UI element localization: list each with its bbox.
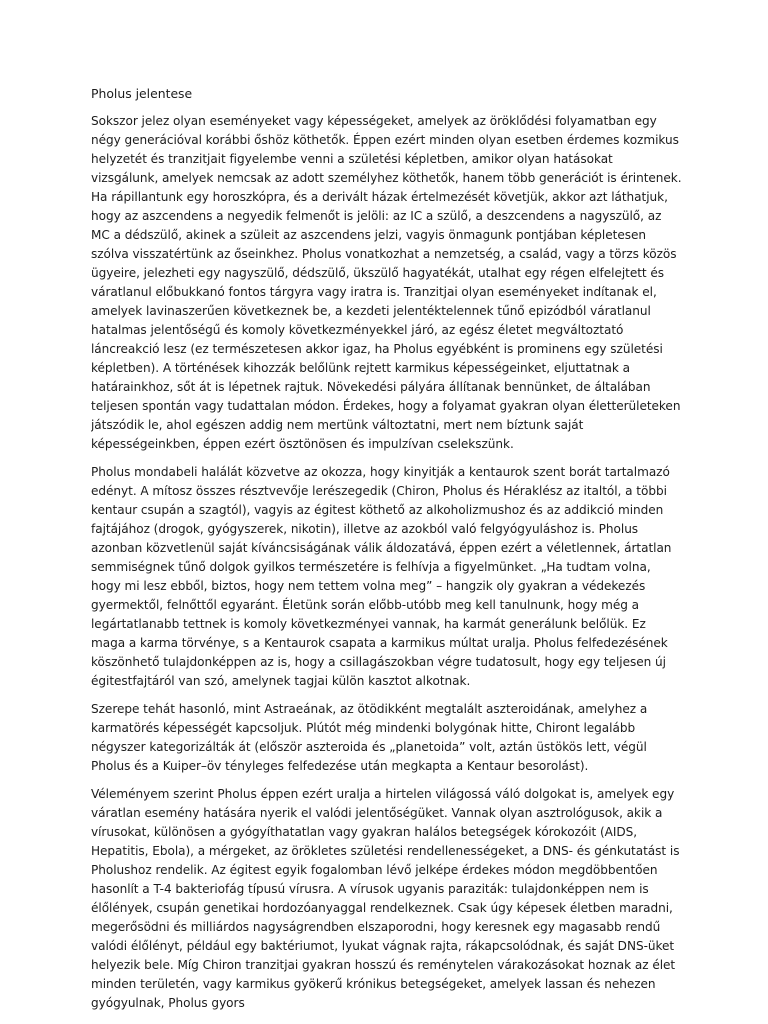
paragraph-4: Véleményem szerint Pholus éppen ezért uralja a hirtelen világossá váló dolgokat is, amelyek egy váratlan esemény hatására nyerik el valódi jelentőségüket. Vannak olyan asztrológusok, akik a vírusokat, különösen a gyógyíthatatlan vagy gyakran halálos betegségek kórokozóit (AIDS, Hepatitis, Ebola), a mérgeket, az örökletes születési rendellenességeket, a DNS- és génkutatást is Pholushoz rendelik. Az égitest egyik fogalomban lévő jelképe érdekes módon megdöbbentően hasonlít a T-4 bakteriofág típusú vírusra. A vírusok ugyanis paraziták: tulajdonképpen nem is élőlények, csupán genetikai hordozóanyaggal rendelkeznek. Csak úgy képesek életben maradni, megerősödni és milliárdos nagyságrendben elszaporodni, hogy keresnek egy magasabb rendű valódi élőlényt, például egy baktériumot, lyukat vágnak rajta, rákapcsolódnak, és saját DNS-üket helyezik bele. Míg Chiron tranzitjai gyakran hosszú és reménytelen várakozásokat hoznak az élet minden területén, vagy karmikus gyökerű krónikus betegségeket, amelyek lassan és nehezen gyógyulnak, Pholus gyors — [91, 787, 680, 1010]
paragraph-1: Sokszor jelez olyan eseményeket vagy képességeket, amelyek az öröklődési folyamatban egy négy generációval korábbi őshöz köthetők. Éppen ezért minden olyan esetben érdemes kozmikus helyzetét és tranzitjait figyelembe venni a születési képletben, amikor olyan hatásokat vizsgálunk, amelyek nemcsak az adott személyhez köthetők, hanem több generációt is érintenek. Ha rápillantunk egy horoszkópra, és a derivált házak értelmezését követjük, akkor azt láthatjuk, hogy az aszcendens a negyedik felmenőt is jelöli: az IC a szülő, a deszcendens a nagyszülő, az MC a dédszülő, akinek a szüleit az aszcendens jelzi, vagyis önmagunk pontjában képletesen szólva visszatértünk az őseinkhez. Pholus vonatkozhat a nemzetség, a család, vagy a törzs közös ügyeire, jelezheti egy nagyszülő, dédszülő, ükszülő hagyatékát, utalhat egy régen elfelejtett és váratlanul előbukkanó fontos tárgyra vagy iratra is. Tranzitjai olyan eseményeket indítanak el, amelyek lavinaszerűen következnek be, a kezdeti jelentéktelennek tűnő epizódból váratlanul hatalmas jelentőségű és komoly következményekkel járó, az egész életet megváltoztató láncreakció lesz (ez természetesen akkor igaz, ha Pholus egyébként is prominens egy születési képletben). A történések kihozzák belőlünk rejtett karmikus képességeinket, eljuttatnak a határainkhoz, sőt át is lépetnek rajtuk. Növekedési pályára állítanak bennünket, de általában teljesen spontán vagy tudattalan módon. Érdekes, hogy a folyamat gyakran olyan életterületeken játszódik le, ahol egészen addig nem mertünk változtatni, mert nem bíztunk saját képességeinkben, éppen ezért ösztönösen és impulzívan cselekszünk. — [91, 114, 682, 451]
paragraph-3: Szerepe tehát hasonló, mint Astraeának, az ötödikként megtalált aszteroidának, amelyhez a karmatörés képességét kapcsoljuk. Plútót még mindenki bolygónak hitte, Chiront legalább négyszer kategorizálták át (először aszteroida és „planetoida” volt, aztán üstökös lett, végül Pholus és a Kuiper–öv tényleges felfedezése után megkapta a Kentaur besorolást). — [91, 702, 648, 773]
paragraph-2: Pholus mondabeli halálát közvetve az okozza, hogy kinyitják a kentaurok szent borát tartalmazó edényt. A mítosz összes résztvevője lerészegedik (Chiron, Pholus és Héraklész az italtól, a többi kentaur csupán a szagtól), vagyis az égitest köthető az alkoholizmushoz és az addikció minden fajtájához (drogok, gyógyszerek, nikotin), illetve az azokból való felgyógyuláshoz is. Pholus azonban közvetlenül saját kíváncsiságának válik áldozatává, éppen ezért a véletlennek, ártatlan semmiségnek tűnő dolgok gyilkos természetére is felhívja a figyelmünket. „Ha tudtam volna, hogy mi lesz ebből, biztos, hogy nem tettem volna meg” – hangzik oly gyakran a védekezés gyermektől, felnőttől egyaránt. Életünk során előbb-utóbb meg kell tanulnunk, hogy még a legártatlanabb tettnek is komoly következményei vannak, ha karmát generálunk belőlük. Ez maga a karma törvénye, s a Kentaurok csapata a karmikus múltat uralja. Pholus felfedezésének köszönhető tulajdonképpen az is, hogy a csillagászokban végre tudatosult, hogy egy teljesen új égitestfajtáról van szó, amelynek tagjai külön kasztot alkotnak. — [91, 465, 672, 688]
document-title: Pholus jelentese — [91, 86, 193, 101]
document-page — [91, 84, 683, 1014]
